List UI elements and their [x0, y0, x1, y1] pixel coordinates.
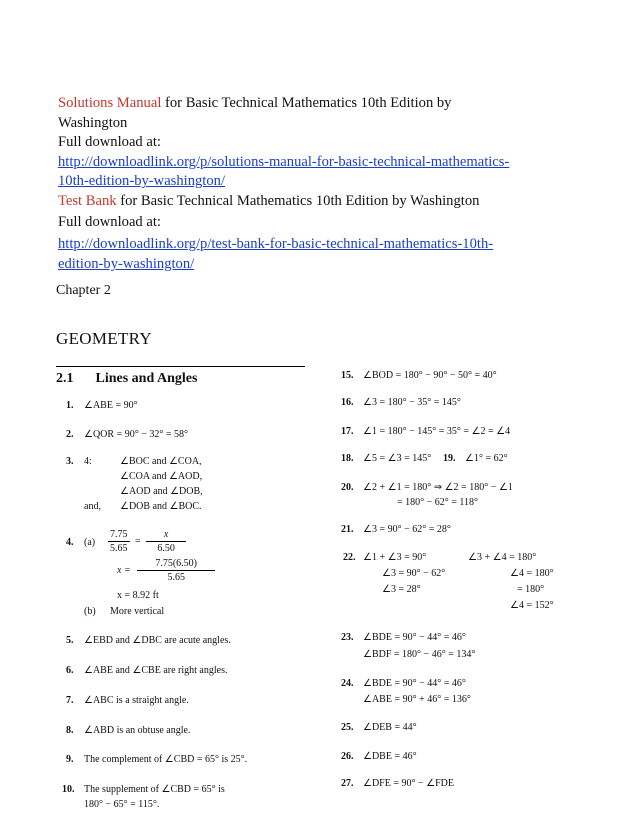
- problem-22-a2: ∠3 = 90° − 62°: [382, 568, 446, 579]
- download-header: [58, 94, 558, 274]
- problem-15: 15. ∠BOD = 180° − 90° − 50° = 40°: [341, 370, 497, 381]
- problem-6: 6. ∠ABE and ∠CBE are right angles.: [66, 665, 228, 676]
- header-line-5: Full download at:: [58, 213, 161, 230]
- header-line-1: [58, 94, 558, 114]
- heading-divider: [56, 366, 305, 367]
- problem-22-b4: ∠4 = 152°: [510, 600, 554, 611]
- problem-24-line-2: ∠ABE = 90° + 46° = 136°: [363, 694, 471, 705]
- section-heading: [56, 371, 197, 387]
- problem-22: 22. ∠1 + ∠3 = 90°: [343, 552, 427, 563]
- problem-22-b1: ∠3 + ∠4 = 180°: [468, 552, 537, 563]
- problem-22-b2: ∠4 = 180°: [510, 568, 554, 579]
- problem-21: 21. ∠3 = 90° − 62° = 28°: [341, 524, 451, 535]
- page-title: GEOMETRY: [56, 329, 152, 348]
- solutions-manual-link[interactable]: http://downloadlink.org/p/solutions-manual-for-basic-technical-mathematics- 10th-edition-by-washington/: [58, 153, 510, 190]
- chapter-label: Chapter 2: [56, 283, 111, 298]
- problem-3-and: and,: [84, 501, 101, 512]
- problem-19: 19. ∠1° = 62°: [443, 453, 508, 464]
- problem-4-solve: x = $\frac{7.75(6.50)}{5.65}$: [117, 557, 215, 584]
- section-number: 2.1: [56, 371, 74, 386]
- problem-1: 1. ∠ABE = 90°: [66, 400, 138, 411]
- problem-10: 10. The supplement of ∠CBD = 65° is: [62, 784, 225, 795]
- problem-5: 5. ∠EBD and ∠DBC are acute angles.: [66, 635, 231, 646]
- problem-7: 7. ∠ABC is a straight angle.: [66, 695, 189, 706]
- problem-23-line-2: ∠BDF = 180° − 46° = 134°: [363, 649, 476, 660]
- problem-10-line-2: 180° − 65° = 115°.: [84, 799, 160, 810]
- problem-20-line-2: = 180° − 62° = 118°: [397, 497, 479, 508]
- problem-22-b3: = 180°: [517, 584, 545, 595]
- header-line-3: Full download at:: [58, 134, 161, 151]
- problem-26: 26. ∠DBE = 46°: [341, 751, 417, 762]
- problem-16: 16. ∠3 = 180° − 35° = 145°: [341, 397, 461, 408]
- problem-9: 9. The complement of ∠CBD = 65° is 25°.: [66, 754, 248, 765]
- problem-3: 3. 4: ∠BOC and ∠COA,: [66, 456, 202, 467]
- header-line-4: [58, 192, 558, 212]
- problem-22-a3: ∠3 = 28°: [382, 584, 421, 595]
- header-line-2: Washington: [58, 114, 128, 131]
- problem-8: 8. ∠ABD is an obtuse angle.: [66, 725, 191, 736]
- problem-4: 4. (a): [66, 537, 96, 548]
- section-title: Lines and Angles: [95, 371, 198, 386]
- test-bank-link[interactable]: http://downloadlink.org/p/test-bank-for-basic-technical-mathematics-10th- edition-by-washington/: [58, 236, 494, 273]
- problem-3-line-2: ∠COA and ∠AOD,: [120, 471, 203, 482]
- problem-24: 24. ∠BDE = 90° − 44° = 46°: [341, 678, 466, 689]
- problem-4-result: x = 8.92 ft: [117, 590, 159, 601]
- problem-18: 18. ∠5 = ∠3 = 145°: [341, 453, 432, 464]
- problem-4-proportion: $\frac{7.75}{5.65}$ = $\frac{x}{6.50}$: [108, 528, 186, 555]
- header-line-4-text: for Basic Technical Mathematics 10th Edition by Washington: [116, 192, 480, 209]
- problem-17: 17. ∠1 = 180° − 145° = 35° = ∠2 = ∠4: [341, 426, 511, 437]
- header-line-1-text: for Basic Technical Mathematics 10th Edition by: [161, 95, 452, 111]
- problem-3-line-4: ∠DOB and ∠BOC.: [120, 501, 202, 512]
- test-bank-label[interactable]: Test Bank: [58, 192, 117, 209]
- problem-20: 20. ∠2 + ∠1 = 180° ⇒ ∠2 = 180° − ∠1: [341, 482, 513, 493]
- problem-27: 27. ∠DFE = 90° − ∠FDE: [341, 778, 454, 789]
- problem-4-part-b: (b) More vertical: [84, 606, 165, 617]
- solutions-manual-label[interactable]: Solutions Manual: [58, 95, 162, 111]
- problem-23: 23. ∠BDE = 90° − 44° = 46°: [341, 632, 466, 643]
- problem-3-line-3: ∠AOD and ∠DOB,: [120, 486, 203, 497]
- problem-25: 25. ∠DEB = 44°: [341, 722, 417, 733]
- problem-2: 2. ∠QOR = 90° − 32° = 58°: [66, 429, 188, 440]
